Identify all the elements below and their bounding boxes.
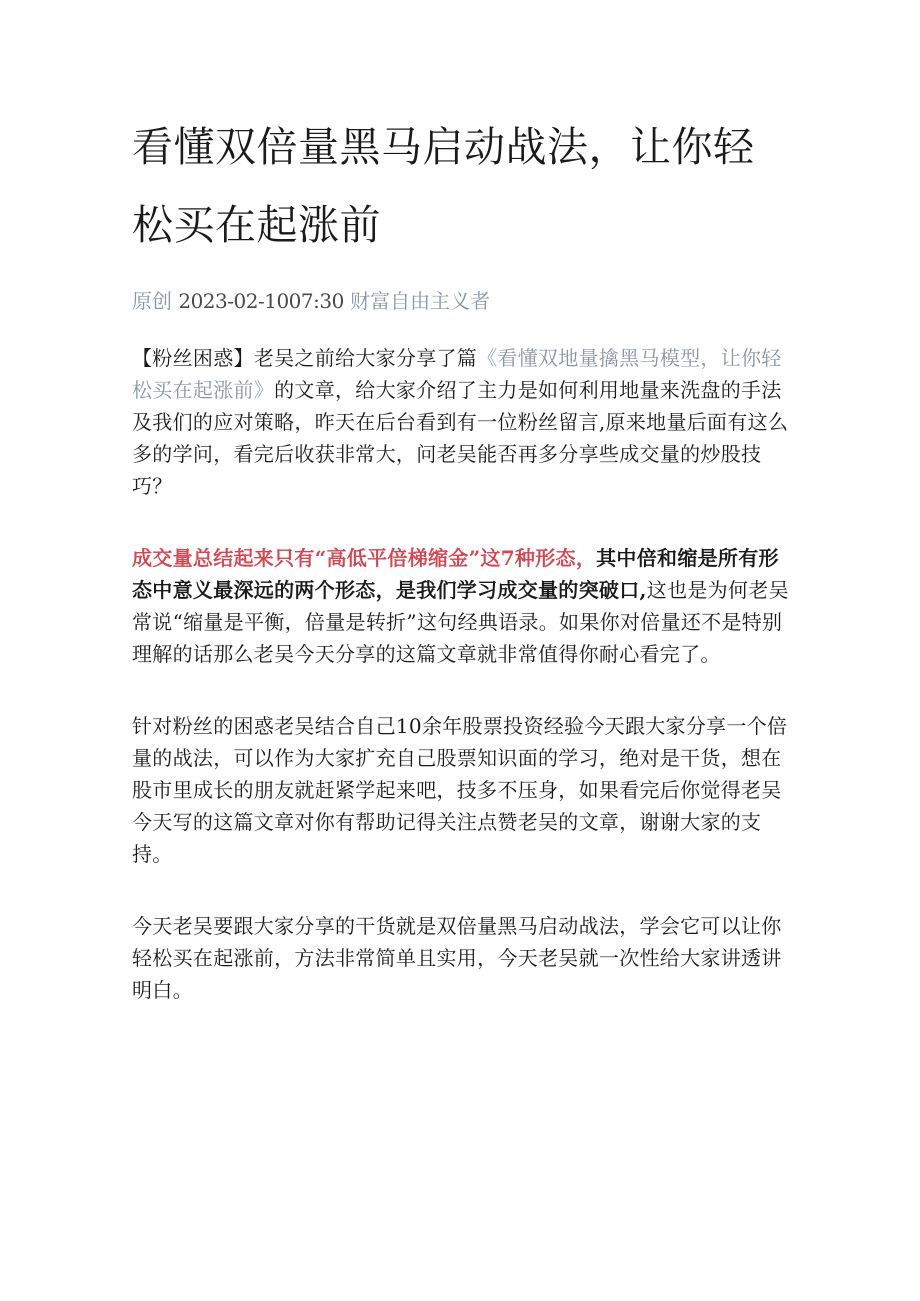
paragraph-today-topic: 今天老吴要跟大家分享的干货就是双倍量黑马启动战法，学会它可以让你轻松买在起涨前，方法非常简单且实用，今天老吴就一次性给大家讲透讲明白。 xyxy=(132,914,782,1002)
article-meta xyxy=(132,286,792,316)
paragraph-suffix: 的文章，给大家介绍了主力是如何利用地量来洗盘的手法及我们的应对策略，昨天在后台看到有一位粉丝留言,原来地量后面有这么多的学问，看完后收获非常大，问老吴能否再多分享些成交量的炒股技巧？ xyxy=(132,378,789,498)
paragraph-rest: 这也是为何老吴常说“缩量是平衡，倍量是转折”这句经典语录。如果你对倍量还不是特别理解的话那么老吴今天分享的这篇文章就非常值得你耐心看完了。 xyxy=(132,578,789,666)
highlight-red-text: 成交量总结起来只有“高低平倍梯缩金”这7种形态， xyxy=(132,546,597,570)
article xyxy=(132,108,792,1006)
related-article-link[interactable]: 《看懂双地量擒黑马模型，让你轻松买在起涨前》 xyxy=(132,346,782,402)
original-tag: 原创 xyxy=(132,289,172,313)
author-name[interactable]: 财富自由主义者 xyxy=(350,289,491,313)
article-title: 看懂双倍量黑马启动战法，让你轻松买在起涨前 xyxy=(132,123,755,249)
paragraph-intro-strategy: 针对粉丝的困惑老吴结合自己10余年股票投资经验今天跟大家分享一个倍量的战法，可以作为大家扩充自己股票知识面的学习，绝对是干货，想在股市里成长的朋友就赶紧学起来吧，技多不压身，如果看完后你觉得老吴今天写的这篇文章对你有帮助记得关注点赞老吴的文章，谢谢大家的支持。 xyxy=(132,714,788,866)
highlight-bold-text: 其中倍和缩是所有形态中意义最深远的两个形态，是我们学习成交量的突破口, xyxy=(132,546,779,602)
paragraph-prefix: 【粉丝困惑】老吴之前给大家分享了篇 xyxy=(132,346,478,370)
paragraph-fan-question xyxy=(132,342,792,502)
paragraph-volume-patterns xyxy=(132,542,792,670)
publish-datetime: 2023-02-1007:30 xyxy=(178,289,344,313)
